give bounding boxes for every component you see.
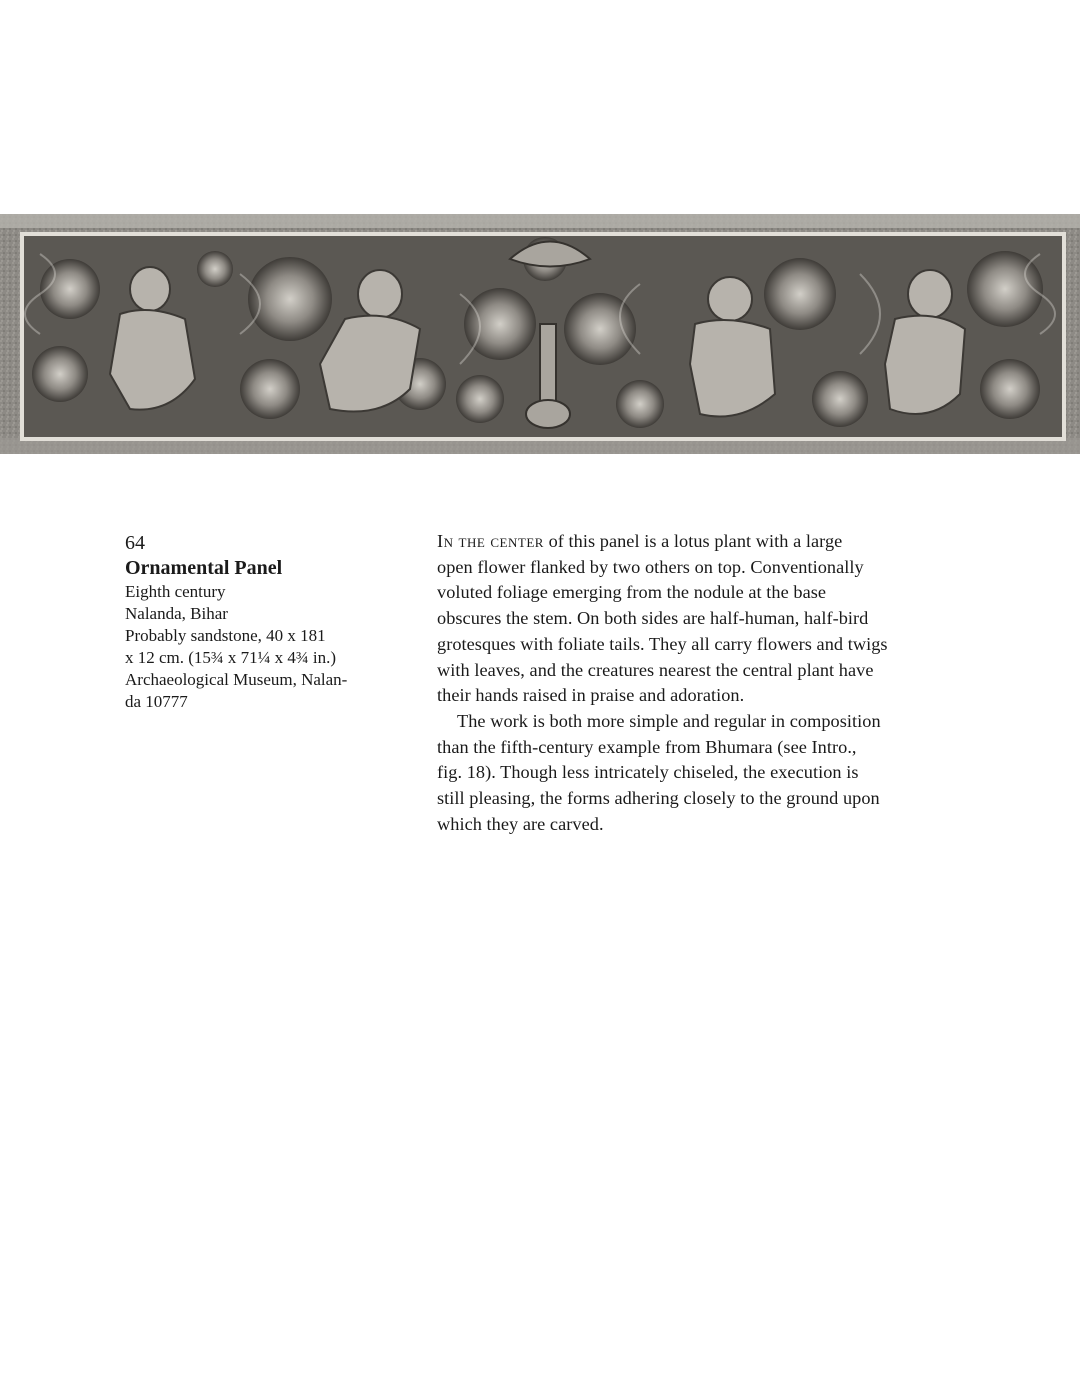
- description-text: [437, 529, 957, 837]
- caption-material: Probably sandstone, 40 x 181: [125, 626, 326, 645]
- catalog-caption: [125, 530, 395, 713]
- caption-date: Eighth century: [125, 582, 226, 601]
- text-line: which they are carved.: [437, 813, 604, 834]
- text-line: grotesques with foliate tails. They all carry flowers and twigs: [437, 633, 888, 654]
- artwork-title: Ornamental Panel: [125, 557, 283, 579]
- caption-collection: Archaeological Museum, Nalan-: [125, 670, 348, 689]
- ornamental-panel-photo: [0, 214, 1080, 454]
- text-line: The work is both more simple and regular in composition: [457, 710, 881, 731]
- paragraph-2: [437, 709, 957, 838]
- catalog-number: 64: [125, 532, 145, 554]
- relief-image: [0, 214, 1080, 454]
- text-line: voluted foliage emerging from the nodule at the base: [437, 582, 827, 603]
- text-line: obscures the stem. On both sides are half-human, half-bird: [437, 608, 869, 629]
- text-line: [437, 529, 957, 555]
- text-line: with leaves, and the creatures nearest the central plant have: [437, 659, 874, 680]
- text-line: fig. 18). Though less intricately chiseled, the execution is: [437, 762, 859, 783]
- caption-dimensions: x 12 cm. (15¾ x 71¼ x 4¾ in.): [125, 648, 337, 667]
- caption-accession: da 10777: [125, 692, 188, 711]
- lead-in-smallcaps: In the center: [437, 531, 544, 551]
- text-line: than the fifth-century example from Bhumara (see Intro.,: [437, 736, 857, 757]
- text-fragment: of this panel is a lotus plant with a large: [543, 531, 843, 551]
- text-line: open flower flanked by two others on top. Conventionally: [437, 556, 864, 577]
- text-line: still pleasing, the forms adhering closely to the ground upon: [437, 788, 880, 809]
- paragraph-1: [437, 529, 957, 709]
- text-line: their hands raised in praise and adoration.: [437, 685, 745, 706]
- caption-provenance: Nalanda, Bihar: [125, 604, 228, 623]
